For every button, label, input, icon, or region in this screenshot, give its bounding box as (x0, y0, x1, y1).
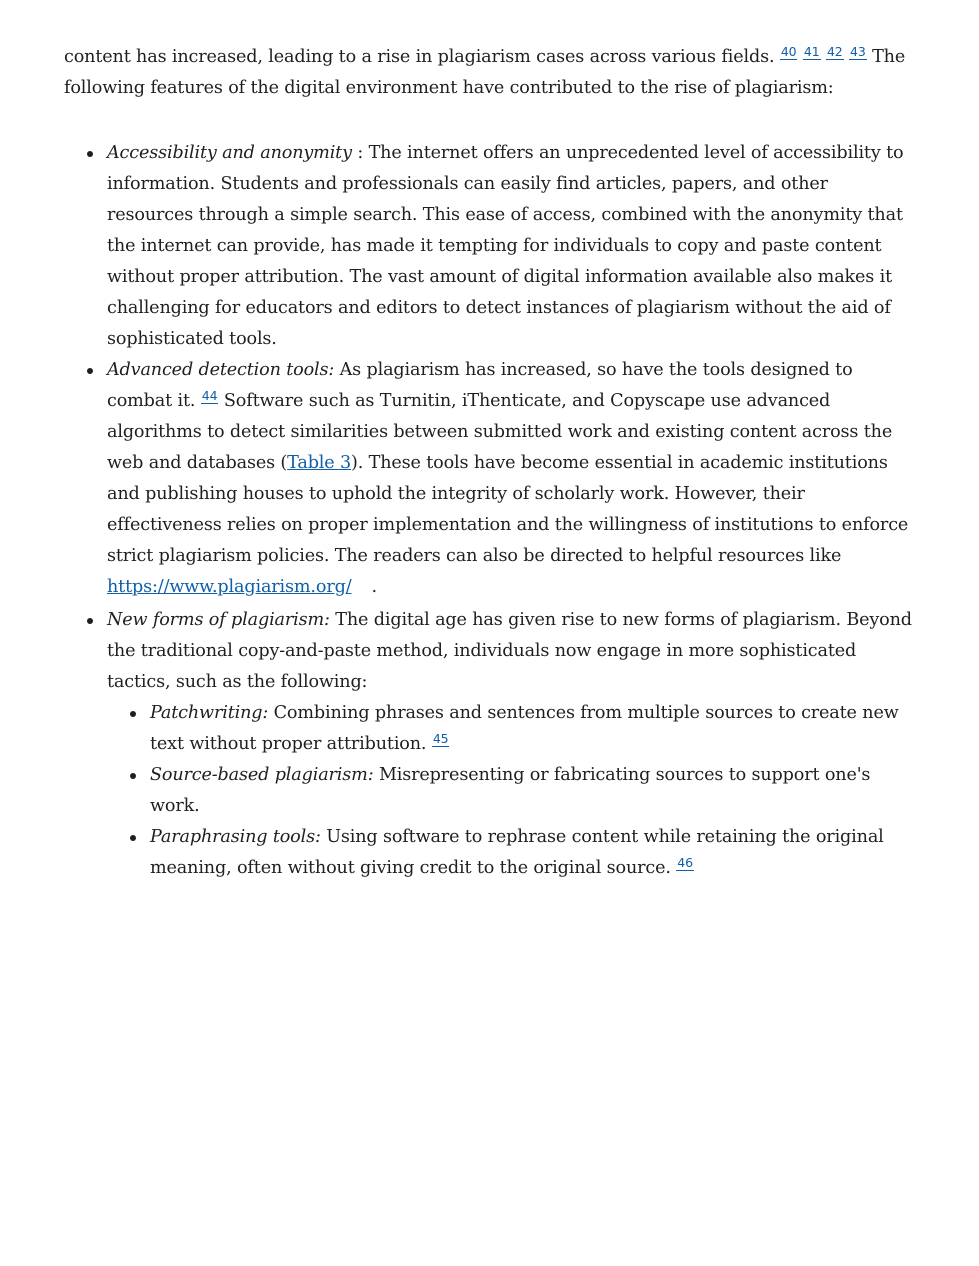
intro-text-after: The following features of the digital environment have contributed to the rise of plagiarism: (64, 47, 906, 98)
table-3-link[interactable]: Table 3 (287, 453, 352, 473)
item-text-b: Software such as Turnitin, iThenticate, and Copyscape use advanced algorithms to detect similarities between submitted work and existing content across the web and databases ( (107, 391, 893, 473)
item-separator: : (351, 143, 364, 163)
item-end: . (371, 577, 377, 597)
list-item-detection-tools (107, 355, 917, 603)
subitem-text: Using software to rephrase content while retaining the original meaning, often without giving credit to the original source. (150, 827, 884, 878)
citation-link-45[interactable]: 45 (432, 731, 449, 746)
features-list (64, 138, 917, 884)
citation-link-44[interactable]: 44 (201, 388, 218, 403)
item-term: Accessibility and anonymity (107, 143, 352, 163)
item-text-a: As plagiarism has increased, so have the tools designed to combat it. (107, 360, 853, 411)
subitem-term: Patchwriting: (150, 703, 269, 723)
citation-link-42[interactable]: 42 (826, 44, 843, 59)
intro-paragraph (64, 42, 917, 104)
citation-link-41[interactable]: 41 (803, 44, 820, 59)
subitem-text: Misrepresenting or fabricating sources to support one's work. (150, 765, 871, 816)
plagiarism-org-link[interactable]: https://www.plagiarism.org/ (107, 577, 352, 597)
item-term: New forms of plagiarism: (107, 610, 330, 630)
citation-link-46[interactable]: 46 (677, 855, 693, 870)
subitem-term: Source-based plagiarism: (150, 765, 374, 785)
intro-text-before: content has increased, leading to a rise in plagiarism cases across various fields. (64, 47, 775, 67)
subitem-term: Paraphrasing tools: (150, 827, 321, 847)
citation-link-43[interactable]: 43 (850, 44, 866, 59)
citation-link-40[interactable]: 40 (780, 44, 797, 59)
item-term: Advanced detection tools: (107, 360, 335, 380)
subitem-text: Combining phrases and sentences from multiple sources to create new text without proper attribution. (150, 703, 899, 754)
sublist-item-paraphrasing (150, 822, 917, 884)
item-text: The internet offers an unprecedented level of accessibility to information. Students and professionals can easily find articles, papers, and other resources through a simple search. This ease of access, combined with the anonymity that the internet can provide, has made it tempting for individuals to copy and paste content without proper attribution. The vast amount of digital information available also makes it challenging for educators and editors to detect instances of plagiarism without the aid of sophisticated tools. (107, 143, 904, 349)
list-item-new-forms (107, 605, 917, 884)
item-text: The digital age has given rise to new forms of plagiarism. Beyond the traditional copy-and-paste method, individuals now engage in more sophisticated tactics, such as the following: (107, 610, 912, 692)
list-item-accessibility (107, 138, 917, 355)
new-forms-sublist (107, 698, 917, 884)
sublist-item-source-based (150, 760, 917, 822)
item-text-c: ). These tools have become essential in academic institutions and publishing houses to uphold the integrity of scholarly work. However, their effectiveness relies on proper implementation and the willingness of institutions to enforce strict plagiarism policies. The readers can also be directed to helpful resources like (107, 453, 909, 566)
sublist-item-patchwriting (150, 698, 917, 760)
